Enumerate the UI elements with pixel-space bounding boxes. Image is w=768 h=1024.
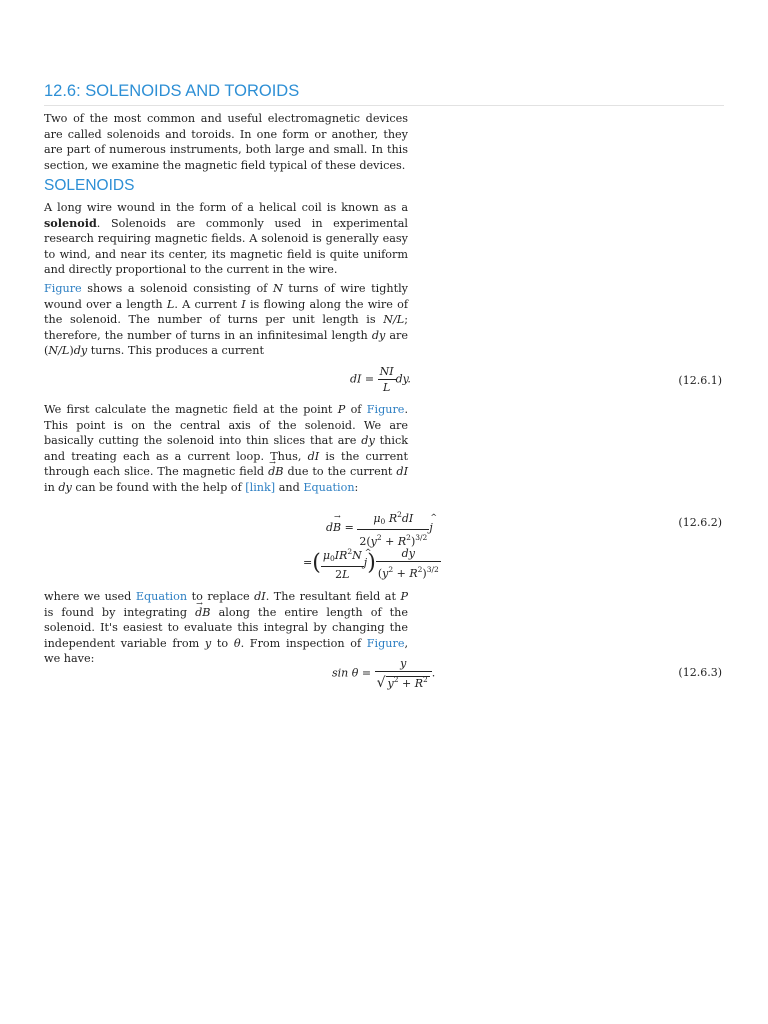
equation-number-3: (12.6.3) <box>678 666 722 679</box>
page-title: 12.6: SOLENOIDS AND TOROIDS <box>44 82 724 106</box>
figure-link[interactable]: Figure <box>366 636 405 650</box>
equation-number-1: (12.6.1) <box>678 374 722 387</box>
equation-link[interactable]: Equation <box>303 480 355 494</box>
figure-link[interactable]: Figure <box>44 282 82 295</box>
equation-12-6-3: sin θ = $\frac{y}{√ y^2 + R^2}$ . <box>332 657 436 691</box>
figure-link[interactable]: Figure <box>366 403 405 416</box>
paragraph-solenoid-definition: A long wire wound in the form of a helical coil is known as a solenoid. Solenoids are commonly used in experimental research requiring magnetic fields. A solenoid is generally easy to wind, and near its center, its magnetic field is quite uniform and directly proportional to the current in the wire. <box>44 201 408 276</box>
bold-term-solenoid: solenoid <box>44 215 97 230</box>
intro-paragraph: Two of the most common and useful electromagnetic devices are called solenoids and toroids. In one form or another, they are part of numerous instruments, both large and small. In this section, we examine the magnetic field typical of these devices. <box>44 112 408 172</box>
paragraph-magnetic-field-at-p: We first calculate the magnetic field at the point P of Figure. This point is on the central axis of the solenoid. We are basically cutting the solenoid into thin slices that are dy thick and treating each as a current loop. Thus, dI is the current through each slice. The magnetic field → dB due to the current dI in dy can be found with the help of [link] and Equation: <box>44 402 408 495</box>
paragraph-integration: where we used Equation to replace dI. The resultant field at P is found by integrating → dB along the entire length of the solenoid. It's easiest to evaluate this integral by changing the independent variable from y to θ. From inspection of Figure, we have: <box>44 589 408 667</box>
equation-number-2: (12.6.2) <box>678 516 722 529</box>
equation-link[interactable]: Equation <box>135 590 188 603</box>
section-heading-solenoids: SOLENOIDS <box>44 177 135 194</box>
equation-12-6-1: dI = $\frac{NI}{L}$ dy. <box>350 365 411 394</box>
equation-12-6-2-line-1: d→ B = $\frac{\mu_0 R^2dI}{2(y^2 + R^2)^{3/2}}$ ^ j <box>326 507 433 549</box>
equation-12-6-2-line-2: =( $\frac{\mu_0IR^2N}{2L}$ ^ j) $\frac{dy}{(y^2 + R^2)^{3/2}}$ <box>303 544 441 582</box>
paragraph-solenoid-figure: Figure shows a solenoid consisting of N turns of wire tightly wound over a length L. A current I is flowing along the wire of the solenoid. The number of turns per unit length is N/L; therefore, the number of turns in an infinitesimal length dy are (N/L)dy turns. This produces a current <box>44 282 408 357</box>
link-reference[interactable]: [link] <box>245 480 276 494</box>
